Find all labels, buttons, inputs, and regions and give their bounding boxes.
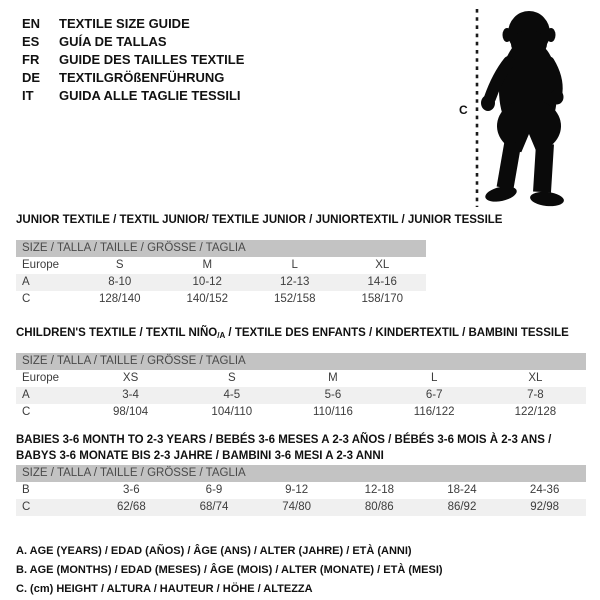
language-label: TEXTILGRÖßENFÜHRUNG (59, 70, 225, 85)
row-label-cell: C (22, 293, 31, 305)
babies-table-title (16, 432, 586, 464)
children-size-table (16, 370, 586, 421)
language-row-de (22, 69, 244, 87)
size-cell: 12-13 (280, 276, 310, 288)
size-tables (16, 212, 586, 599)
table-row-a (16, 387, 586, 404)
column-header: XS (122, 372, 139, 384)
table-row-b (16, 482, 586, 499)
junior-table-title: JUNIOR TEXTILE / TEXTIL JUNIOR/ TEXTILE JUNIOR / JUNIORTEXTIL / JUNIOR TESSILE (16, 214, 503, 226)
column-header: M (202, 259, 213, 271)
column-header: Europe (22, 259, 60, 271)
language-list (22, 15, 244, 105)
size-cell: 9-12 (285, 484, 309, 496)
language-label: GUIDA ALLE TAGLIE TESSILI (59, 88, 241, 103)
language-code: EN (22, 16, 41, 31)
size-cell: 8-10 (108, 276, 132, 288)
size-cell: 12-18 (364, 484, 394, 496)
size-header-bar: SIZE / TALLA / TAILLE / GRÖSSE / TAGLIA (16, 240, 426, 257)
size-cell: 74/80 (282, 501, 312, 513)
size-cell: 4-5 (223, 389, 241, 401)
column-header: L (291, 259, 298, 271)
column-header: M (328, 372, 338, 384)
size-cell: 7-8 (527, 389, 544, 401)
size-cell: 140/152 (186, 293, 229, 305)
size-cell: 116/122 (413, 406, 455, 418)
babies-size-table (16, 482, 586, 516)
size-cell: 104/110 (211, 406, 253, 418)
footnote-a: A. AGE (YEARS) / EDAD (AÑOS) / ÂGE (ANS) / ALTER (JAHRE) / ETÀ (ANNI) (16, 545, 412, 557)
table-row-a (16, 274, 426, 291)
language-label: GUÍA DE TALLAS (59, 34, 167, 49)
children-title-post: / TEXTILE DES ENFANTS / KINDERTEXTIL / BAMBINI TESSILE (225, 327, 569, 339)
legend-notes (16, 542, 586, 599)
size-header-bar: SIZE / TALLA / TAILLE / GRÖSSE / TAGLIA (16, 465, 586, 482)
language-code: IT (22, 88, 34, 103)
column-header: L (430, 372, 438, 384)
height-figure (450, 6, 595, 218)
language-label: GUIDE DES TAILLES TEXTILE (59, 52, 245, 67)
size-cell: 62/68 (116, 501, 146, 513)
row-label-cell: C (22, 406, 31, 418)
table-row-c (16, 291, 426, 308)
size-header-bar: SIZE / TALLA / TAILLE / GRÖSSE / TAGLIA (16, 353, 586, 370)
size-cell: 5-6 (324, 389, 342, 401)
language-row-it (22, 87, 244, 105)
children-table-section (16, 325, 586, 421)
size-cell: 14-16 (367, 276, 397, 288)
language-code: DE (22, 70, 41, 85)
language-label: TEXTILE SIZE GUIDE (59, 16, 190, 31)
junior-size-table (16, 257, 426, 308)
children-title-sub: /A (217, 331, 226, 340)
column-header: XL (528, 372, 543, 384)
junior-table-section (16, 212, 503, 308)
language-code: FR (22, 52, 40, 67)
row-label-cell: B (22, 484, 30, 496)
size-cell: 158/170 (361, 293, 404, 305)
column-header: XL (375, 259, 390, 271)
measure-label-c: C (459, 103, 468, 117)
size-cell: 3-6 (123, 484, 140, 496)
size-cell: 68/74 (199, 501, 229, 513)
size-cell: 24-36 (529, 484, 560, 496)
column-header-row (16, 257, 426, 274)
table-row-c (16, 499, 586, 516)
size-cell: 3-4 (122, 389, 139, 401)
size-cell: 128/140 (98, 293, 141, 305)
language-row-en (22, 15, 244, 33)
row-label-cell: C (22, 501, 31, 513)
size-cell: 10-12 (192, 276, 222, 288)
language-code: ES (22, 34, 40, 49)
size-cell: 92/98 (530, 501, 560, 513)
language-row-fr (22, 51, 244, 69)
children-table-title (16, 325, 586, 344)
size-cell: 122/128 (514, 406, 557, 418)
size-cell: 80/86 (364, 501, 394, 513)
size-cell: 152/158 (273, 293, 316, 305)
size-cell: 98/104 (113, 406, 149, 418)
row-label-cell: A (22, 389, 30, 401)
babies-title-line1: BABIES 3-6 MONTH TO 2-3 YEARS / BEBÉS 3-6 MESES A 2-3 AÑOS / BÉBÉS 3-6 MOIS À 2-3 ANS / (16, 434, 552, 446)
footnote-c: C. (cm) HEIGHT / ALTURA / HAUTEUR / HÖHE / ALTEZZA (16, 583, 313, 595)
column-header: Europe (22, 372, 60, 384)
babies-table-section (16, 432, 586, 516)
size-cell: 110/116 (313, 406, 353, 418)
children-title-pre: CHILDREN'S TEXTILE / TEXTIL NIÑO (16, 327, 218, 339)
column-header: S (227, 372, 236, 384)
footnote-b: B. AGE (MONTHS) / EDAD (MESES) / ÂGE (MOIS) / ALTER (MONATE) / ETÀ (MESI) (16, 564, 443, 576)
babies-title-line2: BABYS 3-6 MONATE BIS 2-3 JAHRE / BAMBINI 3-6 MESI A 2-3 ANNI (16, 450, 384, 462)
table-row-c (16, 404, 586, 421)
row-label-cell: A (22, 276, 30, 288)
size-cell: 86/92 (447, 501, 477, 513)
language-row-es (22, 33, 244, 51)
column-header-row (16, 370, 586, 387)
column-header: S (115, 259, 124, 271)
size-cell: 6-9 (205, 484, 223, 496)
toddler-silhouette-icon (450, 6, 595, 218)
size-cell: 6-7 (425, 389, 443, 401)
size-cell: 18-24 (447, 484, 477, 496)
